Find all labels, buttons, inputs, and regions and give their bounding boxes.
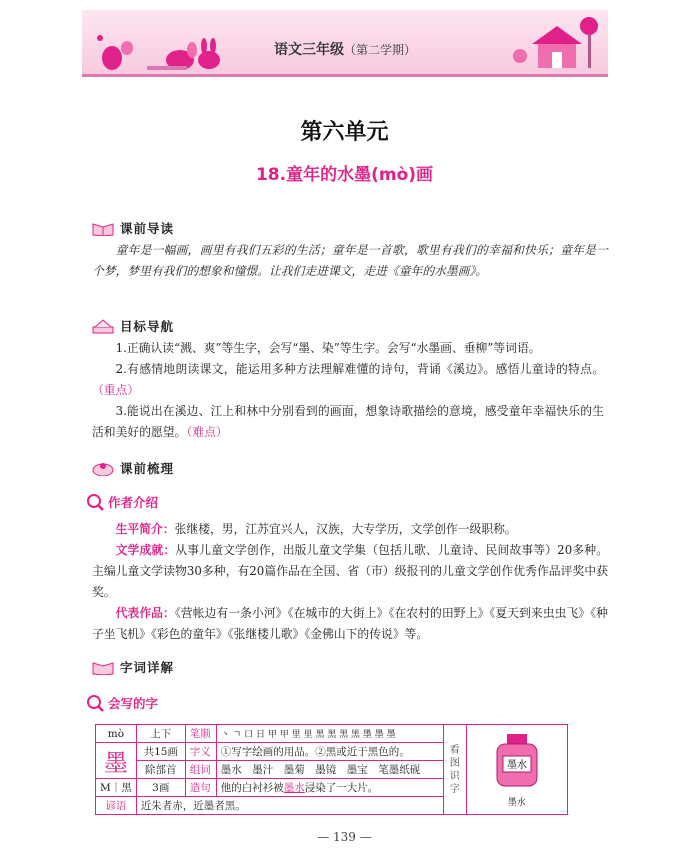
stroke-order: 丶 ㄱ 口 日 甲 甲 里 里 黑 黑 黑 黑 墨 墨 墨 [216,725,443,743]
magnifier-icon [86,694,104,712]
unit-title: 第六单元 [300,120,389,145]
radical: 除部首 [136,761,185,779]
lesson-title: 18.童年的水墨(mò)画 [255,165,434,185]
goal-item: 3.能说出在溪边、江上和林中分别看到的画面，想象诗歌描绘的意境，感受童年幸福快乐的生活和美好的愿望。（难点） [92,404,604,439]
section-preview-heading [92,218,174,238]
idiom-text: 近朱者赤，近墨者黑。 [136,797,443,815]
words-text: 墨水 墨汁 墨菊 墨镜 墨宝 笔墨纸砚 [216,761,443,779]
book-title: 语文三年级 [273,42,344,58]
goals-list [92,338,604,443]
total-strokes: 共15画 [136,743,185,761]
goal-item: 1.正确认读“溅、爽”等生字，会写“墨、染”等生字。会写“水墨画、垂柳”等词语。 [115,341,541,355]
write-chars-label: 会写的字 [108,696,159,711]
preview-text: 童年是一幅画，画里有我们五彩的生活；童年是一首歌，歌里有我们的幸福和快乐；童年是一个梦，梦里有我们的想象和憧憬。让我们走进课文，走进《童年的水墨画》。 [92,243,608,278]
meaning-text: ①写字绘画的用品。②黑或近于黑色的。 [216,743,443,761]
picture-cell [466,725,567,815]
ink-bottle-icon [489,732,545,792]
pinyin-cell: mò [96,725,137,743]
radical-strokes: 3画 [136,779,185,797]
magnifier-icon [86,493,104,511]
open-book-icon [92,220,114,236]
author-heading [86,493,158,511]
author-bio: 生平简介：张继楼，男，江苏宜兴人，汉族，大专学历，文学创作一级职称。 文学成就：从事儿童文学创作，出版儿童文学集（包括儿歌、儿童诗、民间故事等）20多种。主编儿童文学读物30多种，有20篇作品在全国、省（市）级报刊的儿童文学创作优秀作品评奖中获奖。 代表作品：《营帐边有一条小河》《在城市的大街上》《在农村的田野上》《夏天到来虫虫飞》《种子坐飞机》《彩色的童年》《张继楼儿歌》《金佛山下的传说》等。 [92,522,608,641]
section-label: 课前梳理 [120,461,175,476]
sentence-label: 造句 [185,779,216,797]
page-number: — 139 — [317,830,372,844]
goal-tag: （难点） [186,425,228,439]
sentence-text: 他的白衬衫被墨水浸染了一大片。 [216,779,443,797]
goal-item: 2.有感情地朗读课文，能运用多种方法理解难懂的诗句，背诵《溪边》。感悟儿童诗的特点。（重点） [92,362,604,397]
section-review-heading [92,458,174,478]
bottle-text: 墨水 [506,759,527,771]
house-decoration-icon [512,16,604,72]
book-stack-icon [92,318,114,334]
write-chars-heading [86,694,158,712]
words-label: 组词 [185,761,216,779]
main-character: 墨 [96,743,137,779]
picture-caption: 墨水 [507,797,526,808]
author-heading-label: 作者介绍 [108,495,159,510]
section-label: 字词详解 [120,660,175,675]
section-goals-heading [92,316,174,336]
meaning-label: 字义 [185,743,216,761]
mnemonic-cell: M｜黑 [96,779,137,797]
pencil-book-icon [92,460,114,476]
section-label: 课前导读 [120,221,175,236]
picture-label: 看图识字 [443,725,466,815]
header-banner [82,10,608,77]
semester-label: （第二学期） [343,43,416,57]
section-label: 目标导航 [120,319,175,334]
goal-tag: （重点） [92,383,140,397]
idiom-label: 谚语 [96,797,137,815]
book-icon [92,659,114,675]
section-words-heading [92,657,174,677]
structure-cell: 上下 [136,725,185,743]
stroke-label: 笔顺 [185,725,216,743]
character-table [95,724,568,815]
